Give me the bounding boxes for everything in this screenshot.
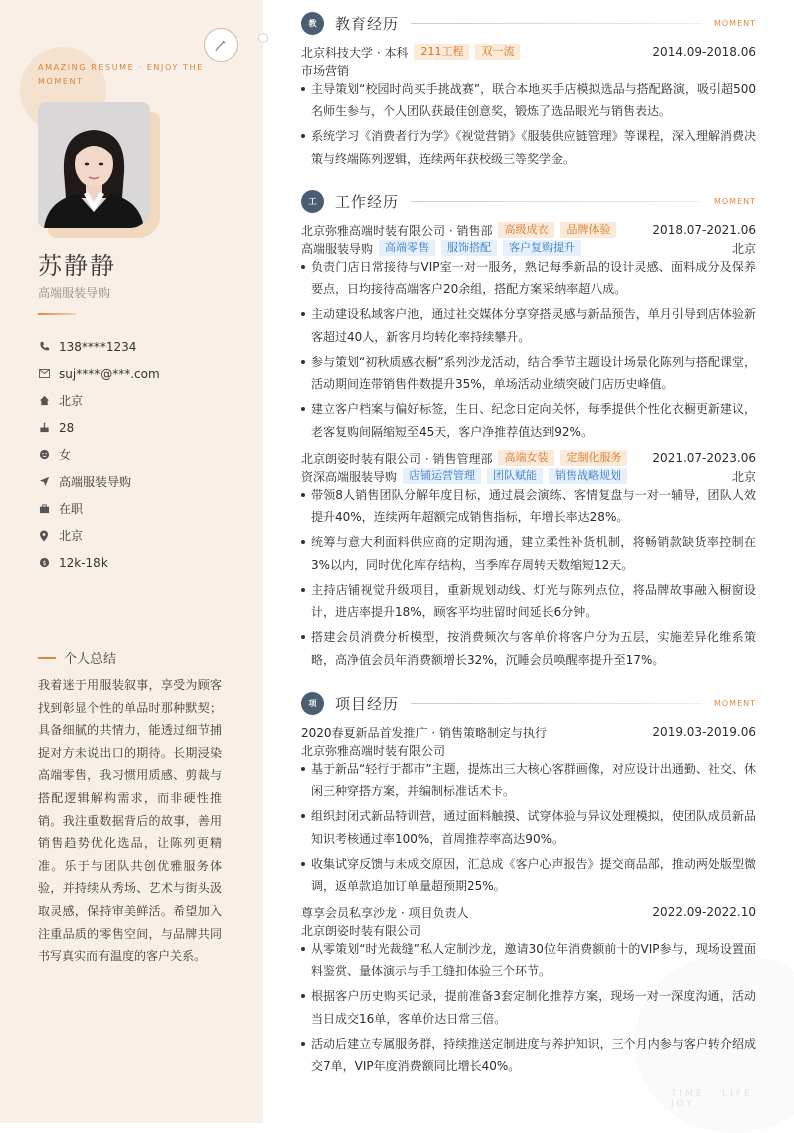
work-date: 2021.07-2023.06 xyxy=(652,451,756,465)
section-work xyxy=(301,189,756,213)
send-icon xyxy=(38,476,50,488)
contact-age: 28 xyxy=(38,414,160,441)
section-badge: 工 xyxy=(301,190,324,213)
role-tag: 客户复购提升 xyxy=(503,240,581,256)
work-role-row xyxy=(301,467,756,485)
education-header xyxy=(301,43,756,61)
education-date: 2014.09-2018.06 xyxy=(652,45,756,59)
work-date: 2018.07-2021.06 xyxy=(652,223,756,237)
school-name: 北京科技大学 · 本科 xyxy=(301,45,409,60)
company-tag: 高级成衣 xyxy=(498,222,554,238)
project-name: 尊享会员私享沙龙 · 项目负责人 xyxy=(301,905,469,920)
contact-location: 北京 xyxy=(38,522,160,549)
list-item: 基于新品“轻行于都市”主题，提炼出三大核心客群画像，对应设计出通勤、社交、休闲三种穿搭方案，并编制标准话术卡。 xyxy=(301,758,756,803)
project-company: 北京弥雅高端时装有限公司 xyxy=(301,743,446,758)
list-item: 活动后建立专属服务群，持续推送定制进度与养护知识，三个月内参与客户转介绍成交7单，VIP年度消费额同比增长40%。 xyxy=(301,1033,756,1078)
section-divider xyxy=(411,23,702,24)
role-tag: 团队赋能 xyxy=(487,468,543,484)
job-title: 高端服装导购 xyxy=(38,286,111,300)
project-company: 北京朗姿时装有限公司 xyxy=(301,923,422,938)
home-icon xyxy=(38,395,50,407)
contact-intent: 高端服装导购 xyxy=(38,468,160,495)
contact-phone: 138****1234 xyxy=(38,333,160,360)
list-item: 负责门店日常接待与VIP室一对一服务，熟记每季新品的设计灵感、面料成分及保养要点，日均接待高端客户20余组，搭配方案采纳率超八成。 xyxy=(301,256,756,301)
list-item: 收集试穿反馈与未成交原因，汇总成《客户心声报告》提交商品部，推动两处版型微调，返单款追加订单量超预期25%。 xyxy=(301,853,756,898)
section-badge: 项 xyxy=(301,692,324,715)
watermark-text: TIME · LIFE · JOY xyxy=(671,1089,765,1109)
section-title: 工作经历 xyxy=(335,192,400,211)
list-item: 主导策划“校园时尚买手挑战赛”，联合本地买手店模拟选品与搭配路演，吸引超500名师生参与，个人团队获最佳创意奖，锻炼了选品眼光与销售表达。 xyxy=(301,78,756,123)
role-name: 高端服装导购 xyxy=(301,241,374,256)
list-item: 系统学习《消费者行为学》《视觉营销》《服装供应链管理》等课程，深入理解消费决策与终端陈列逻辑，连续两年获校级三等奖学金。 xyxy=(301,125,756,170)
salary-icon xyxy=(38,557,50,569)
list-item: 主持店铺视觉升级项目，重新规划动线、灯光与陈列点位，将品牌故事融入橱窗设计，进店率提升18%，顾客平均驻留时间延长6分钟。 xyxy=(301,579,756,624)
project-bullets xyxy=(301,758,756,900)
role-name: 资深高端服装导购 xyxy=(301,469,398,484)
company-tag: 高端女装 xyxy=(498,450,554,466)
school-tag: 双一流 xyxy=(475,44,520,60)
section-education xyxy=(301,11,756,35)
work-location: 北京 xyxy=(731,241,756,256)
contact-gender: 女 xyxy=(38,441,160,468)
avatar xyxy=(38,102,150,228)
company-name: 北京朗姿时装有限公司 · 销售管理部 xyxy=(301,451,493,466)
decorative-dot xyxy=(258,33,268,43)
education-bullets xyxy=(301,78,756,173)
list-item: 主动建设私域客户池，通过社交媒体分享穿搭灵感与新品预告，单月引导到店体验新客超过40人，新客月均转化率持续攀升。 xyxy=(301,303,756,348)
list-item: 从零策划“时光裁缝”私人定制沙龙，邀请30位年消费额前十的VIP参与，现场设置面料鉴赏、量体演示与手工缝扣体验三个环节。 xyxy=(301,938,756,983)
summary-text: 我着迷于用服装叙事，享受为顾客找到彰显个性的单品时那种默契；具备细腻的共情力，能透过细节捕捉对方未说出口的期待。长期浸染高端零售，我习惯用质感、剪裁与搭配逻辑解构需求，而非硬性推销。我注重数据背后的故事，善用销售趋势优化选品，让陈列更精准。乐于与团队共创优雅服务体验，并持续从秀场、艺术与街头汲取灵感，保持审美鲜活。希望加入注重品质的零售空间，与品牌共同书写真实而有温度的客户关系。 xyxy=(38,678,222,964)
list-item: 根据客户历史购买记录，提前准备3套定制化推荐方案，现场一对一深度沟通，活动当日成交16单，客单价达日常三倍。 xyxy=(301,985,756,1030)
contact-status: 在职 xyxy=(38,495,160,522)
work-location: 北京 xyxy=(731,469,756,484)
location-icon xyxy=(38,530,50,542)
section-title: 项目经历 xyxy=(335,694,400,713)
pen-icon xyxy=(204,28,238,62)
section-title: 教育经历 xyxy=(335,14,400,33)
work-bullets xyxy=(301,256,756,446)
section-badge: 教 xyxy=(301,12,324,35)
svg-text:$: $ xyxy=(41,558,47,567)
mail-icon xyxy=(38,368,50,380)
project-date: 2019.03-2019.06 xyxy=(652,725,756,739)
school-tag: 211工程 xyxy=(414,44,469,60)
slogan: AMAZING RESUME · ENJOY THE MOMENT xyxy=(38,63,204,86)
contact-list xyxy=(38,333,160,576)
briefcase-icon xyxy=(38,503,50,515)
accent-divider xyxy=(38,313,76,315)
work-role-row xyxy=(301,239,756,257)
project-header xyxy=(301,903,756,921)
project-bullets xyxy=(301,938,756,1080)
contact-salary: $ 12k-18k xyxy=(38,549,160,576)
work-header xyxy=(301,449,756,467)
contact-home: 北京 xyxy=(38,387,160,414)
summary-heading: 个人总结 xyxy=(38,648,116,667)
role-tag: 服饰搭配 xyxy=(441,240,497,256)
project-header xyxy=(301,723,756,741)
person-name: 苏静静 xyxy=(38,252,116,280)
list-item: 建立客户档案与偏好标签，生日、纪念日定向关怀，每季提供个性化衣橱更新建议，老客复购间隔缩短至45天，客户净推荐值达到92%。 xyxy=(301,398,756,443)
section-tag: MOMENT xyxy=(713,18,756,28)
gender-icon xyxy=(38,449,50,461)
section-project xyxy=(301,691,756,715)
section-divider xyxy=(411,201,702,202)
list-item: 带领8人销售团队分解年度目标，通过晨会演练、客情复盘与一对一辅导，团队人效提升40%，连续两年超额完成销售指标，年增长率达28%。 xyxy=(301,484,756,529)
role-tag: 销售战略规划 xyxy=(549,468,627,484)
role-tag: 店铺运营管理 xyxy=(403,468,481,484)
company-tag: 品牌体验 xyxy=(560,222,616,238)
summary-accent-bar xyxy=(38,657,56,659)
work-header xyxy=(301,221,756,239)
contact-email: suj****@***.com xyxy=(38,360,160,387)
project-date: 2022.09-2022.10 xyxy=(652,905,756,919)
section-divider xyxy=(411,703,702,704)
section-tag: MOMENT xyxy=(713,698,756,708)
role-tag: 高端零售 xyxy=(379,240,435,256)
list-item: 统筹与意大利面料供应商的定期沟通，建立柔性补货机制，将畅销款缺货率控制在3%以内，同时优化库存结构，当季库存周转天数缩短12天。 xyxy=(301,531,756,576)
cake-icon xyxy=(38,422,50,434)
work-bullets xyxy=(301,484,756,674)
company-tag: 定制化服务 xyxy=(560,450,627,466)
list-item: 参与策划“初秋质感衣橱”系列沙龙活动，结合季节主题设计场景化陈列与搭配课堂，活动期间连带销售件数提升35%，单场活动业绩突破门店历史峰值。 xyxy=(301,351,756,396)
company-name: 北京弥雅高端时装有限公司 · 销售部 xyxy=(301,223,493,238)
section-tag: MOMENT xyxy=(713,196,756,206)
list-item: 搭建会员消费分析模型，按消费频次与客单价将客户分为五层，实施差异化维系策略，高净值会员年消费额增长32%，沉睡会员唤醒率提升至17%。 xyxy=(301,626,756,671)
list-item: 组织封闭式新品特训营，通过面料触摸、试穿体验与异议处理模拟，使团队成员新品知识考核通过率100%，首周推荐率高达90%。 xyxy=(301,805,756,850)
project-name: 2020春夏新品首发推广 · 销售策略制定与执行 xyxy=(301,725,547,740)
education-major: 市场营销 xyxy=(301,63,350,78)
phone-icon xyxy=(38,341,50,353)
